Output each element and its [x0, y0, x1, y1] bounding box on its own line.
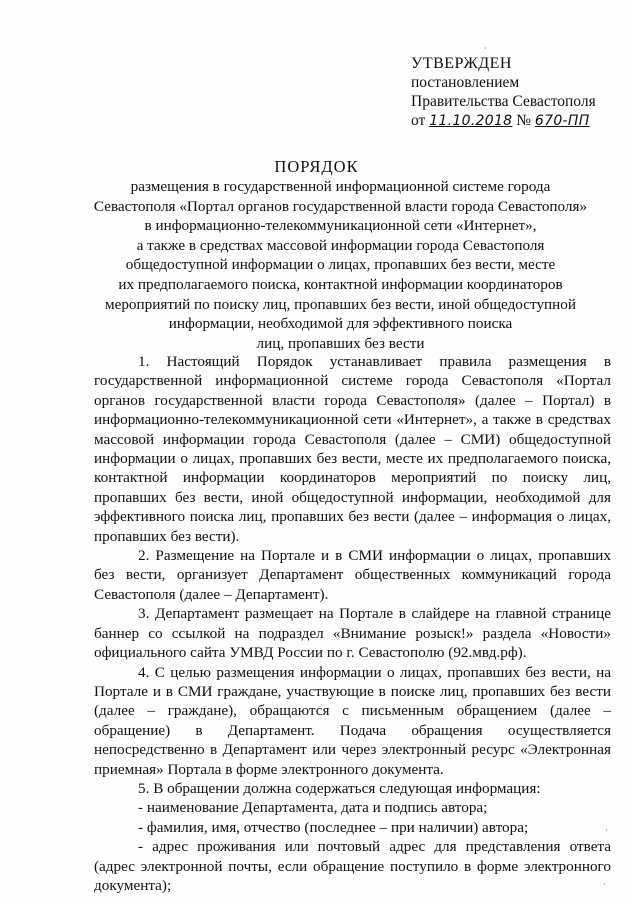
subtitle-line: общедоступной информации о лицах, пропавших без вести, месте [125, 256, 556, 274]
number-prefix: № [516, 112, 532, 129]
subtitle-line: в информационно-телекоммуникационной сети «Интернет», [144, 217, 537, 235]
approval-stamp [411, 54, 621, 131]
document-body [94, 352, 611, 895]
list-item: - фамилия, имя, отчество (последнее – при наличии) автора; [138, 818, 529, 836]
subtitle-line: мероприятий по поиску лиц, пропавших без вести, иной общедоступной [104, 295, 577, 313]
scan-speck: · [484, 44, 487, 53]
document-title: ПОРЯДОК [274, 157, 359, 176]
approval-heading: УТВЕРЖДЕН [411, 55, 512, 72]
document-subtitle [88, 177, 593, 353]
paragraph-5: 5. В обращении должна содержаться следующая информация: [138, 779, 541, 797]
approval-number: 670-ПП [534, 113, 590, 129]
list-item: - наименование Департамента, дата и подпись автора; [138, 799, 488, 817]
paragraph-1: 1. Настоящий Порядок устанавливает правила размещения в государственной информационной системе города Севастополя «Портал органов государственной власти города Севастополя» (далее – Портал) в информационно-телекоммуникационной сети «Интернет», а также в средствах массовой информации города Севастополя (далее – СМИ) общедоступной информации о лицах, пропавших без вести, месте их предполагаемого поиска, контактной информации координаторов мероприятий по поиску лиц, пропавших без вести, иной общедоступной информации, необходимой для эффективного поиска лиц, пропавших без вести (далее – информация о лицах, пропавших без вести). [94, 353, 611, 545]
paragraph-4: 4. С целью размещения информации о лицах, пропавших без вести, на Портале и в СМИ граждане, участвующие в поиске лиц, пропавших без вести (далее – граждане), обращаются с письменным обращением (далее – обращение) в Департамент. Подача обращения осуществляется непосредственно в Департамент или через электронный ресурс «Электронная приемная» Портала в форме электронного документа. [94, 663, 611, 778]
approval-date-line [411, 111, 621, 131]
approval-org: Правительства Севастополя [411, 93, 596, 110]
approval-by: постановлением [411, 74, 520, 91]
subtitle-line: информации, необходимой для эффективного поиска [168, 315, 513, 333]
approval-date: 11.10.2018 [429, 113, 513, 129]
subtitle-line: Севастополя «Портал органов государственной власти города Севастополя» [93, 197, 588, 215]
list-item: - адрес проживания или почтовый адрес для представления ответа (адрес электронной почты, если обращение поступило в форме электронного документа); [94, 838, 611, 894]
subtitle-line: а также в средствах массовой информации города Севастополя [136, 236, 545, 254]
subtitle-line: их предполагаемого поиска, контактной информации координаторов [118, 275, 563, 293]
paragraph-2: 2. Размещение на Портале и в СМИ информации о лицах, пропавших без вести, организует Департамент общественных коммуникаций города Севастополя (далее – Департамент). [94, 547, 611, 603]
subtitle-line: лиц, пропавших без вести [256, 334, 425, 352]
scan-speck: · [603, 880, 606, 889]
paragraph-3: 3. Департамент размещает на Портале в слайдере на главной странице баннер со ссылкой на подраздел «Внимание розыск!» раздела «Новости» официального сайта УМВД России по г. Севастополю (92.мвд.рф). [94, 605, 611, 662]
date-prefix: от [411, 112, 426, 129]
scan-speck: · [605, 826, 608, 835]
subtitle-line: размещения в государственной информационной системе города [130, 178, 551, 195]
